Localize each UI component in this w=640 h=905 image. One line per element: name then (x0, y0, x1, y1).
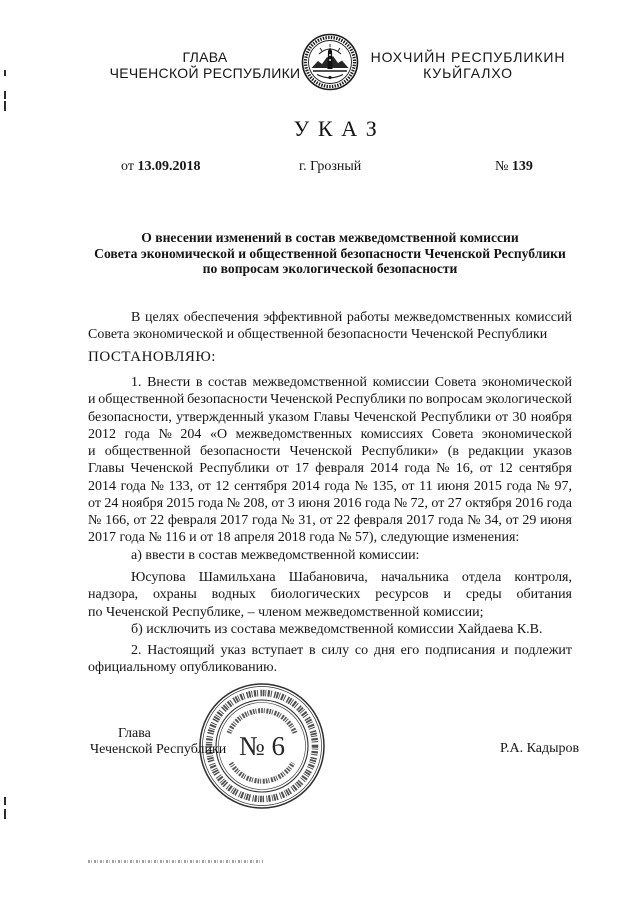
item-1b-line: б) исключить из состава межведомственной комиссии Хайдаева К.В. (131, 622, 543, 637)
decree-date (121, 158, 200, 176)
operative-heading (88, 348, 572, 366)
footer-scan-mark (88, 860, 263, 863)
decree-city: г. Грозный (299, 159, 362, 174)
stamp-number: № 6 (238, 731, 285, 761)
header-left-block (100, 49, 310, 81)
header-right-block (363, 49, 573, 81)
preamble-paragraph (88, 309, 572, 344)
scan-edge-mark (4, 101, 6, 111)
preamble-line: В целях обеспечения эффективной работы межведомственных комиссий (131, 310, 572, 325)
item-1-line: № 166, от 22 февраля 2017 года № 31, от 22 февраля 2017 года № 34, от 29 июня (88, 513, 572, 528)
preamble-line: Совета экономической и общественной безопасности Чеченской Республики (88, 327, 548, 343)
scan-edge-mark (4, 797, 6, 805)
item-1-line: безопасности, утвержденный указом Главы Чеченской Республики от 30 ноября (88, 409, 572, 425)
item-1-paragraph (88, 374, 572, 547)
item-1a-line: а) ввести в состав межведомственной комиссии: (131, 548, 420, 563)
signature-name: Р.А. Кадыров (500, 741, 580, 756)
decree-number-value: 139 (511, 159, 533, 174)
header-left-line-2: ЧЕЧЕНСКОЙ РЕСПУБЛИКИ (109, 65, 301, 81)
item-1-line: и общественной безопасности Чеченской Республики по вопросам экологической (88, 392, 572, 408)
new-member-line: надзора, охраны водных биологических ресурсов и среды обитания (88, 587, 572, 603)
item-1-line: и общественной безопасности Чеченской Республики» (в редакции указов (88, 444, 572, 459)
signature-title-line-2: Чеченской Республики (90, 742, 227, 757)
item-2-line: 2. Настоящий указ вступает в силу со дня его подписания и подлежит (131, 643, 572, 658)
item-1b-paragraph (88, 621, 572, 638)
new-member-line: Юсупова Шамильхана Шабановича, начальника отдела контроля, (131, 570, 572, 585)
item-1-line: 2017 года № 116 и от 18 апреля 2018 года № 57), следующие изменения: (88, 530, 520, 546)
item-1-line: 1. Внести в состав межведомственной комиссии Совета экономической (131, 375, 572, 390)
item-2-paragraph (88, 642, 572, 677)
operative-word: ПОСТАНОВЛЯЮ: (88, 349, 216, 365)
item-2-line: официальному опубликованию. (88, 660, 278, 676)
scan-edge-mark (4, 70, 6, 76)
subject-line: по вопросам экологической безопасности (202, 261, 458, 276)
item-1-line: 2012 года № 204 «О межведомственных комиссиях Совета экономической (88, 426, 572, 442)
signature-title-line-1: Глава (118, 726, 151, 741)
item-1-line: от 24 ноября 2015 года № 208, от 3 июня 2016 года № 72, от 27 октября 2016 года (88, 495, 572, 511)
decree-date-value: 13.09.2018 (137, 159, 201, 174)
item-1a-paragraph (88, 547, 572, 564)
new-member-line: по Чеченской Республике, – членом межведомственной комиссии; (88, 604, 484, 620)
scan-edge-mark (4, 809, 6, 819)
item-1-line: 2014 года № 133, от 12 сентября 2014 года № 135, от 11 июня 2015 года № 97, (88, 478, 572, 494)
item-1-line: Главы Чеченской Республики от 17 февраля 2014 года № 16, от 12 сентября (88, 461, 572, 477)
scan-edge-mark (4, 91, 6, 99)
decree-subject (88, 230, 572, 277)
new-member-paragraph (88, 569, 572, 621)
decree-date-prefix: от (121, 159, 134, 174)
header-right-line-1: НОХЧИЙН РЕСПУБЛИКИН (370, 49, 566, 65)
document-title: У К А З (293, 116, 379, 141)
subject-line: Совета экономической и общественной безопасности Чеченской Республики (94, 245, 566, 261)
coat-of-arms-icon (300, 32, 360, 92)
header-left-line-1: ГЛАВА (182, 49, 228, 65)
header-right-line-2: КУЬЙГАЛХО (423, 65, 513, 81)
subject-line: О внесении изменений в состав межведомственной комиссии (141, 230, 519, 245)
decree-number-prefix: № (495, 159, 509, 174)
decree-number (495, 158, 533, 176)
